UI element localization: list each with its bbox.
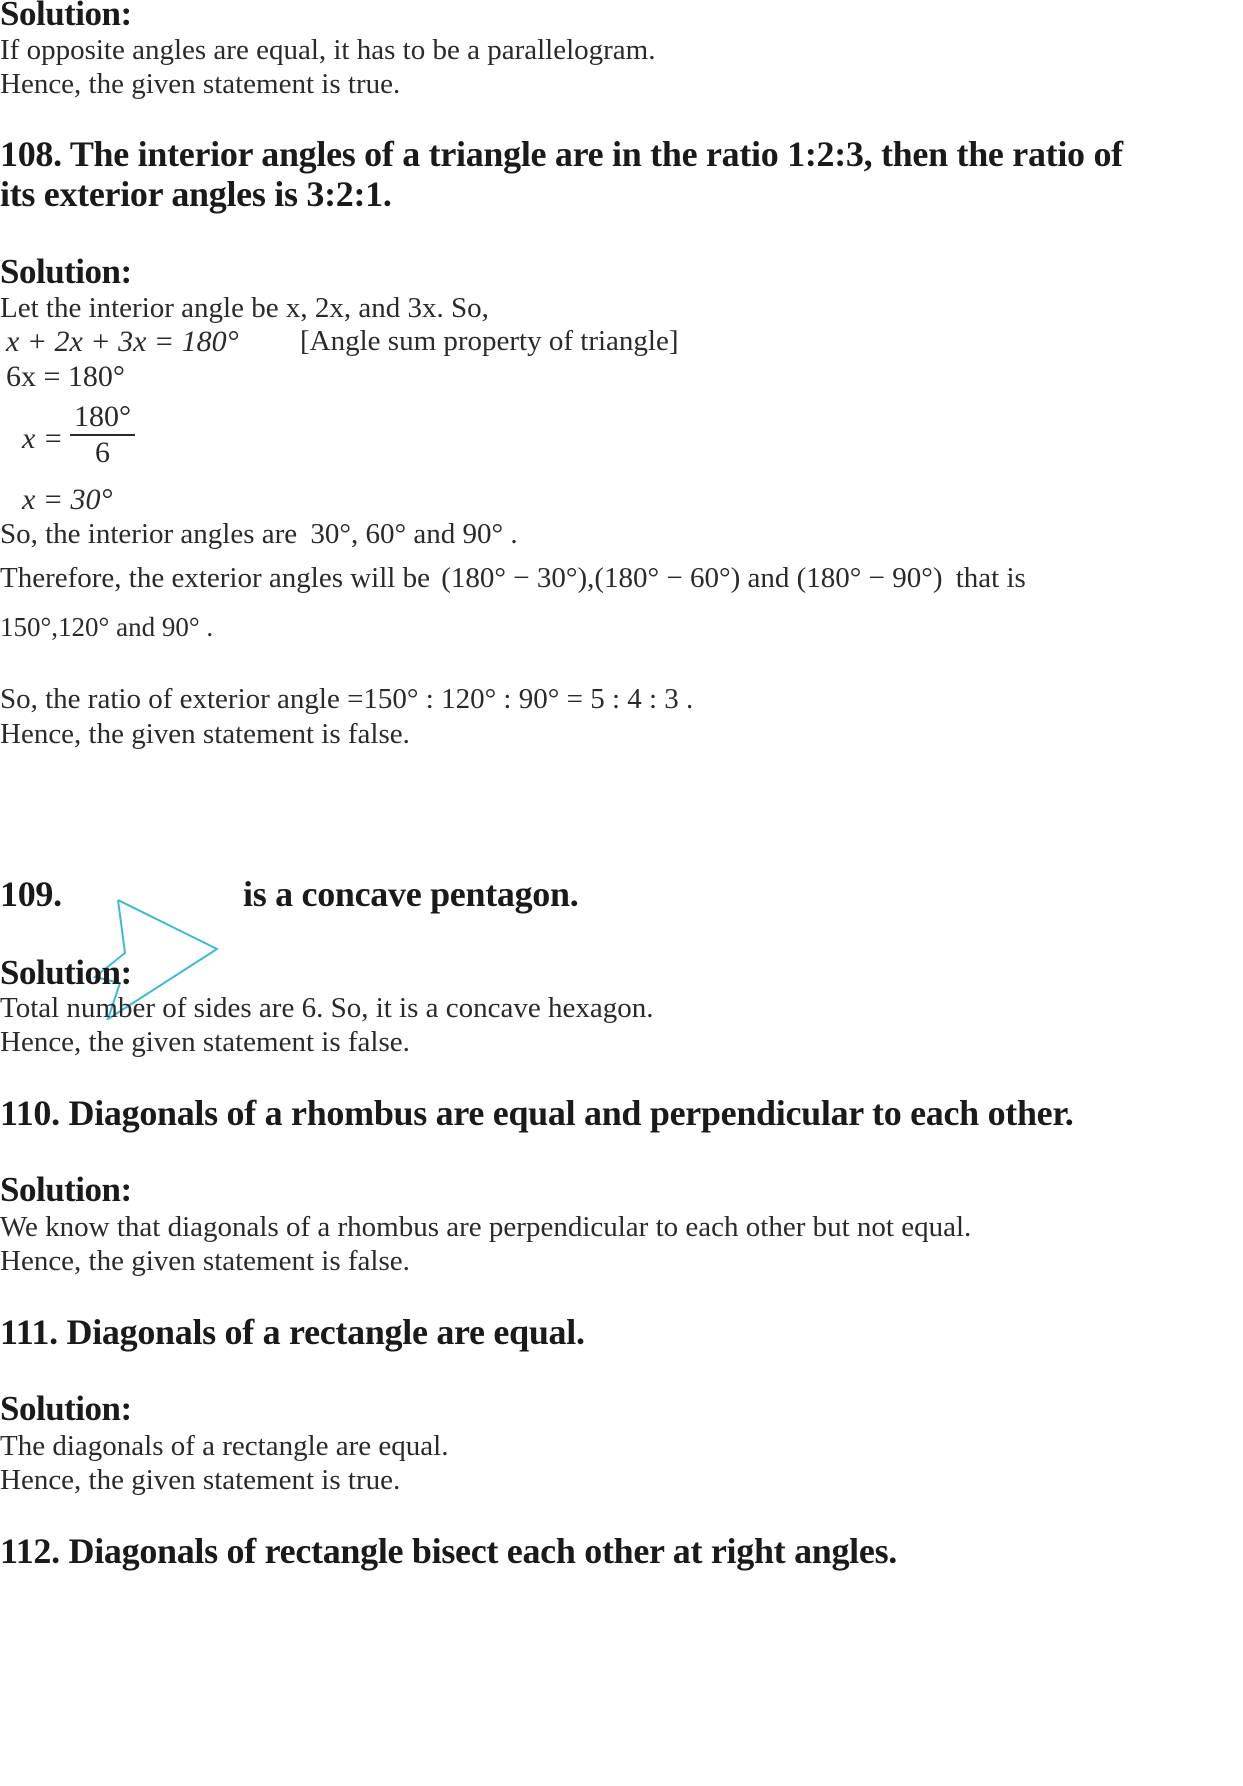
solution-line: Hence, the given statement is true. (0, 68, 401, 100)
solution-line: The diagonals of a rectangle are equal. (0, 1430, 449, 1462)
question-heading: its exterior angles is 3:2:1. (0, 174, 392, 214)
solution-line: So, the ratio of exterior angle =150° : 120° : 90° = 5 : 4 : 3 . (0, 683, 694, 715)
question-heading: 108. The interior angles of a triangle are in the ratio 1:2:3, then the ratio of (0, 134, 1123, 174)
solution-label: Solution: (0, 953, 132, 992)
solution-label: Solution: (0, 1170, 132, 1209)
text: Therefore, the exterior angles will be (0, 562, 430, 594)
expression: (180° − 60°) (594, 562, 741, 594)
solution-line: If opposite angles are equal, it has to be a parallelogram. (0, 34, 656, 66)
question-heading: 112. Diagonals of rectangle bisect each other at right angles. (0, 1531, 897, 1571)
equation-text: 6x = 180° (6, 360, 125, 393)
equation (6, 325, 239, 359)
fraction-numerator: 180° (70, 400, 135, 436)
solution-label: Solution: (0, 252, 132, 291)
solution-label: Solution: (0, 1389, 132, 1428)
question-statement: is a concave pentagon. (243, 874, 579, 914)
fraction (70, 400, 135, 470)
equation-text: x + 2x + 3x = 180° (6, 325, 239, 358)
equation-text: x = (22, 422, 64, 455)
question-number: 109. (0, 874, 62, 914)
solution-label: Solution: (0, 0, 132, 33)
solution-line: Hence, the given statement is true. (0, 1464, 401, 1496)
expression: (180° − 30°), (441, 562, 595, 594)
question-heading: 111. Diagonals of a rectangle are equal. (0, 1312, 585, 1352)
expression: (180° − 90°) (796, 562, 943, 594)
equation (6, 360, 125, 394)
angle-values: 30°, 60° and 90° . (310, 518, 518, 550)
question-heading: 110. Diagonals of a rhombus are equal and perpendicular to each other. (0, 1093, 1074, 1133)
solution-line: We know that diagonals of a rhombus are perpendicular to each other but not equal. (0, 1211, 972, 1243)
solution-line: Hence, the given statement is false. (0, 1245, 410, 1277)
equation-text: x = 30° (22, 483, 113, 516)
equation (22, 483, 113, 517)
equation-lhs (22, 422, 63, 456)
fraction-denominator: 6 (95, 436, 110, 469)
solution-line: Let the interior angle be x, 2x, and 3x. So, (0, 292, 489, 324)
solution-line (0, 562, 1026, 595)
text: and (747, 562, 790, 594)
solution-line: 150°,120° and 90° . (0, 612, 214, 642)
text: that is (955, 562, 1026, 594)
solution-line: Total number of sides are 6. So, it is a concave hexagon. (0, 992, 654, 1024)
solution-line: Hence, the given statement is false. (0, 1026, 410, 1058)
solution-line: Hence, the given statement is false. (0, 718, 410, 750)
text: So, the interior angles are (0, 518, 298, 550)
equation-reason: [Angle sum property of triangle] (300, 325, 679, 357)
solution-line (0, 518, 518, 551)
